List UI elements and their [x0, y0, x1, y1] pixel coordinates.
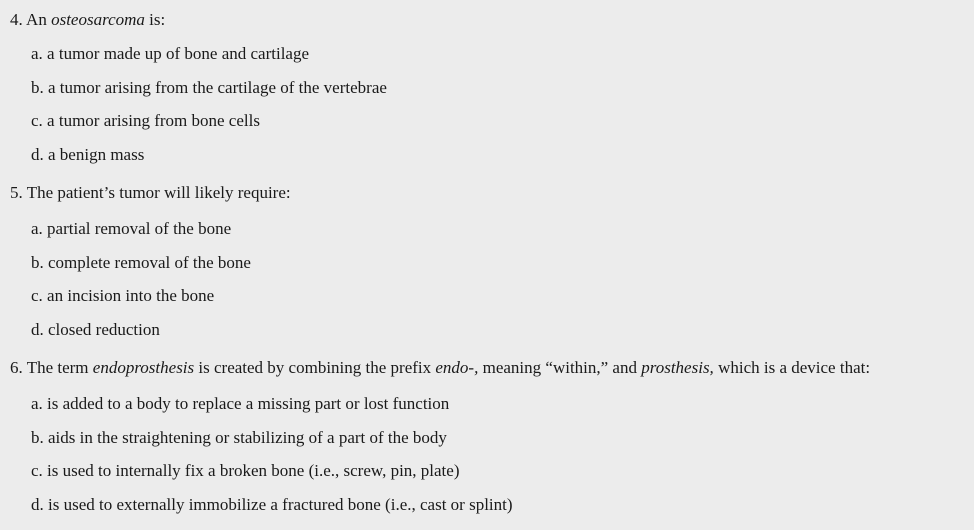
question-4-stem	[10, 10, 165, 30]
question-5-option-c: c. an incision into the bone	[31, 286, 215, 305]
question-5-option-b: b. complete removal of the bone	[31, 253, 251, 272]
term-endoprosthesis: endoprosthesis	[92, 358, 195, 377]
question-6-stem-end: which is a device that:	[713, 358, 871, 377]
term-prosthesis: prosthesis,	[641, 358, 714, 377]
question-4-option-d: d. a benign mass	[31, 145, 145, 164]
question-6-stem-mid-1: is created by combining the prefix	[194, 358, 436, 377]
term-osteosarcoma: osteosarcoma	[51, 10, 145, 29]
question-6-stem-mid-2: meaning “within,” and	[478, 358, 642, 377]
question-6-option-a: a. is added to a body to replace a missing part or lost function	[31, 394, 450, 413]
term-endo-prefix: endo-,	[435, 358, 479, 377]
question-4-option-b: b. a tumor arising from the cartilage of the vertebrae	[31, 78, 387, 97]
question-4-stem-end: is:	[144, 10, 166, 29]
question-4-option-c: c. a tumor arising from bone cells	[31, 111, 260, 130]
question-6-number: 6. The term	[10, 358, 93, 377]
question-6-stem	[10, 358, 870, 378]
question-4-number: 4. An	[10, 10, 52, 29]
question-4-option-a: a. a tumor made up of bone and cartilage	[31, 44, 310, 63]
question-5-stem: 5. The patient’s tumor will likely require:	[10, 183, 291, 202]
question-5-option-d: d. closed reduction	[31, 320, 160, 339]
question-6-option-c: c. is used to internally fix a broken bone (i.e., screw, pin, plate)	[31, 461, 460, 480]
question-6-option-d: d. is used to externally immobilize a fractured bone (i.e., cast or splint)	[31, 495, 513, 514]
question-5-option-a: a. partial removal of the bone	[31, 219, 232, 238]
question-6-option-b: b. aids in the straightening or stabilizing of a part of the body	[31, 428, 447, 447]
